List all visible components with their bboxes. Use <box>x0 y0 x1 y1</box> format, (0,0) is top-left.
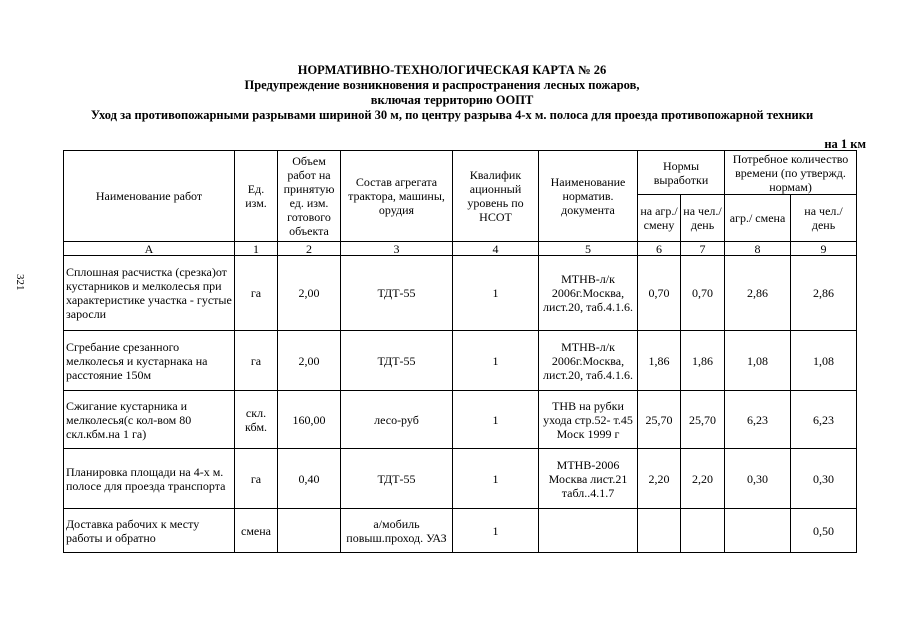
cell-output-per-unit: 25,70 <box>638 391 681 449</box>
table-row <box>64 509 857 553</box>
cell-norm-document: МТНВ-л/к 2006г.Москва, лист.20, таб.4.1.6. <box>539 256 638 331</box>
cell-work-name: Сплошная расчистка (срезка)от кустарников и мелколесья при характеристике участка - густые заросли <box>64 256 235 331</box>
cell-qualification: 1 <box>453 331 539 391</box>
unit-label: на 1 км <box>824 137 866 151</box>
column-index: 9 <box>791 242 857 256</box>
cell-work-name: Сжигание кустарника и мелколесья(с кол-вом 80 скл.кбм.на 1 га) <box>64 391 235 449</box>
cell-time-per-person: 0,30 <box>791 449 857 509</box>
table-row <box>64 331 857 391</box>
cell-output-per-person: 1,86 <box>681 331 725 391</box>
cell-time-per-unit <box>725 509 791 553</box>
cell-time-per-unit: 6,23 <box>725 391 791 449</box>
cell-time-per-unit: 1,08 <box>725 331 791 391</box>
column-index: 2 <box>278 242 341 256</box>
cell-output-per-person <box>681 509 725 553</box>
column-index: 3 <box>341 242 453 256</box>
title-card-number: НОРМАТИВНО-ТЕХНОЛОГИЧЕСКАЯ КАРТА № 26 <box>297 63 607 77</box>
column-index: 7 <box>681 242 725 256</box>
cell-work-name: Сгребание срезанного мелколесья и кустарнака на расстояние 150м <box>64 331 235 391</box>
cell-unit: скл. кбм. <box>235 391 278 449</box>
header-output-per-person: на чел./ день <box>681 195 725 242</box>
cell-norm-document: ТНВ на рубки ухода стр.52- т.45 Моск 1999 г <box>539 391 638 449</box>
cell-norm-document: МТНВ-л/к 2006г.Москва, лист.20, таб.4.1.6. <box>539 331 638 391</box>
cell-work-name: Планировка площади на 4-х м. полосе для проезда транспорта <box>64 449 235 509</box>
header-qualification: Квалифик ационный уровень по НСОТ <box>453 151 539 242</box>
title-work-description: Уход за противопожарными разрывами шириной 30 м, по центру разрыва 4-х м. полоса для проезда противопожарной техники <box>90 108 814 122</box>
header-volume: Объем работ на принятую ед. изм. готового объекта <box>278 151 341 242</box>
column-index: 1 <box>235 242 278 256</box>
cell-volume: 160,00 <box>278 391 341 449</box>
table-row <box>64 449 857 509</box>
cell-norm-document <box>539 509 638 553</box>
header-work-name: Наименование работ <box>64 151 235 242</box>
cell-composition: лесо-руб <box>341 391 453 449</box>
cell-composition: ТДТ-55 <box>341 449 453 509</box>
cell-time-per-unit: 2,86 <box>725 256 791 331</box>
cell-volume <box>278 509 341 553</box>
cell-volume: 2,00 <box>278 256 341 331</box>
cell-unit: смена <box>235 509 278 553</box>
column-index: А <box>64 242 235 256</box>
cell-output-per-unit: 1,86 <box>638 331 681 391</box>
cell-qualification: 1 <box>453 256 539 331</box>
cell-unit: га <box>235 331 278 391</box>
table-row <box>64 391 857 449</box>
header-output-per-unit: на агр./ смену <box>638 195 681 242</box>
title-subject: Предупреждение возникновения и распространения лесных пожаров, <box>244 78 640 92</box>
document-title-block <box>0 63 904 123</box>
cell-volume: 2,00 <box>278 331 341 391</box>
cell-qualification: 1 <box>453 391 539 449</box>
cell-composition: ТДТ-55 <box>341 331 453 391</box>
header-time-per-person: на чел./ день <box>791 195 857 242</box>
cell-time-per-person: 2,86 <box>791 256 857 331</box>
header-unit: Ед. изм. <box>235 151 278 242</box>
cell-qualification: 1 <box>453 449 539 509</box>
cell-work-name: Доставка рабочих к месту работы и обратно <box>64 509 235 553</box>
cell-volume: 0,40 <box>278 449 341 509</box>
header-output-norms: Нормы выработки <box>638 151 725 195</box>
column-index: 4 <box>453 242 539 256</box>
cell-time-per-person: 6,23 <box>791 391 857 449</box>
title-territory: включая территорию ООПТ <box>370 93 534 107</box>
cell-output-per-person: 25,70 <box>681 391 725 449</box>
cell-time-per-person: 0,50 <box>791 509 857 553</box>
table-row <box>64 256 857 331</box>
cell-output-per-person: 0,70 <box>681 256 725 331</box>
cell-qualification: 1 <box>453 509 539 553</box>
cell-norm-document: МТНВ-2006 Москва лист.21 табл..4.1.7 <box>539 449 638 509</box>
cell-output-per-person: 2,20 <box>681 449 725 509</box>
cell-time-per-person: 1,08 <box>791 331 857 391</box>
technology-card-table <box>63 150 857 553</box>
header-norm-document: Наименование норматив. документа <box>539 151 638 242</box>
cell-time-per-unit: 0,30 <box>725 449 791 509</box>
column-index-row <box>64 242 857 256</box>
header-composition: Состав агрегата трактора, машины, орудия <box>341 151 453 242</box>
header-time-required: Потребное количество времени (по утвержд. нормам) <box>725 151 857 195</box>
cell-unit: га <box>235 449 278 509</box>
cell-output-per-unit <box>638 509 681 553</box>
cell-unit: га <box>235 256 278 331</box>
page-number: 321 <box>14 274 26 291</box>
column-index: 6 <box>638 242 681 256</box>
cell-composition: а/мобиль повыш.проход. УАЗ <box>341 509 453 553</box>
header-time-per-unit: агр./ смена <box>725 195 791 242</box>
column-index: 8 <box>725 242 791 256</box>
cell-composition: ТДТ-55 <box>341 256 453 331</box>
column-index: 5 <box>539 242 638 256</box>
cell-output-per-unit: 0,70 <box>638 256 681 331</box>
cell-output-per-unit: 2,20 <box>638 449 681 509</box>
header-row <box>64 151 857 195</box>
